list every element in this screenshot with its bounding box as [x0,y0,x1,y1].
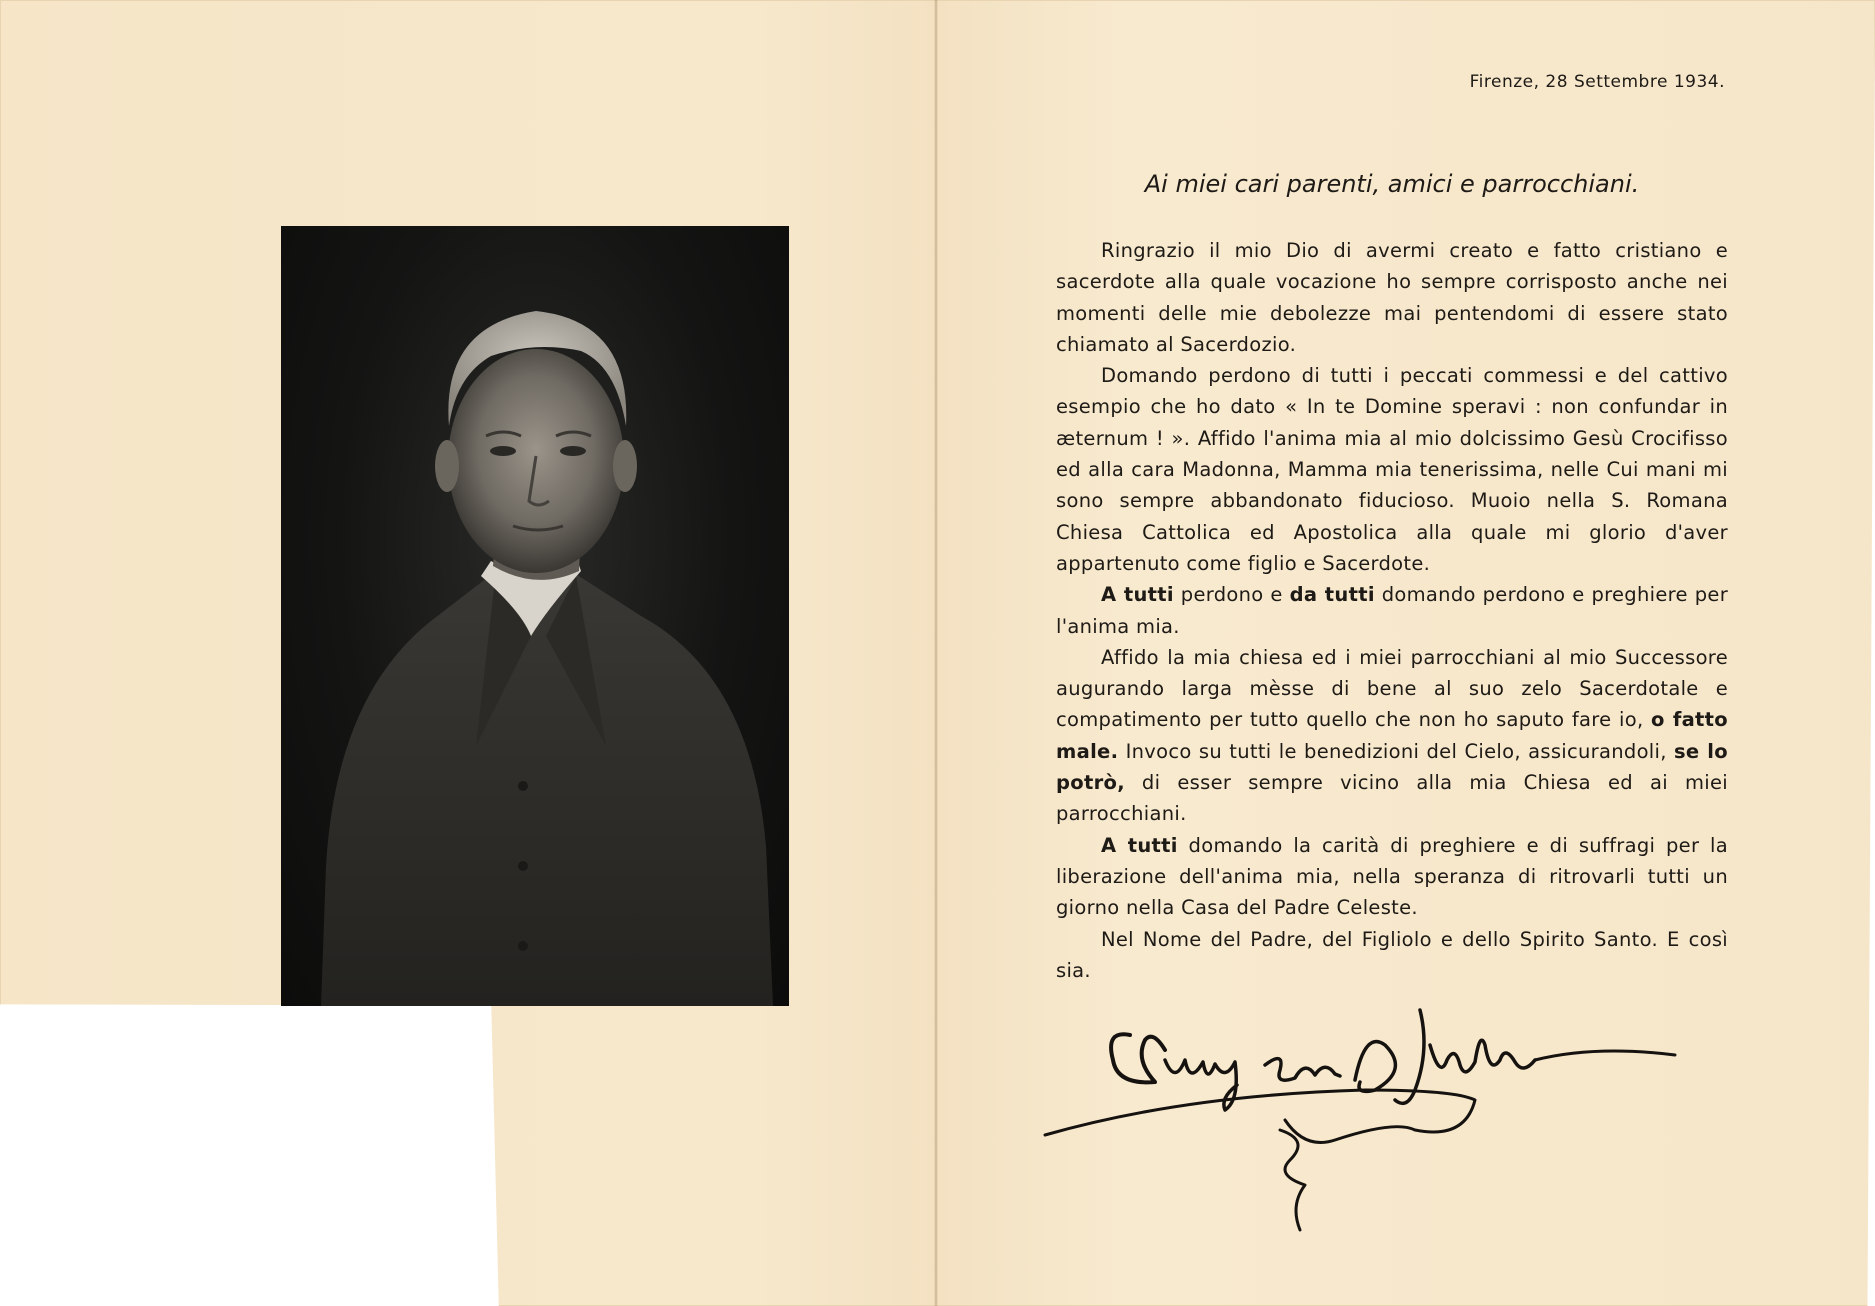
paragraph-6: Nel Nome del Padre, del Figliolo e dello Spirito Santo. E così sia. [1056,927,1728,982]
letter-body [1056,235,1728,986]
paragraph-3-text-2: domando perdono e preghiere per l'anima mia. [1056,583,1729,638]
emphasis-o-fatto-male: o fatto male. [1056,708,1728,763]
paragraph-3-text-1: perdono e [1173,583,1290,607]
emphasis-a-tutti: A tutti [1101,583,1174,607]
emphasis-se-lo-potro: se lo potrò, [1056,739,1728,795]
paragraph-5-text-1: domando la carità di preghiere e di suffragi per la liberazione dell'anima mia, nella speranza di ritrovarli tutti un giorno nella Casa del Padre Celeste. [1056,833,1728,920]
paragraph-2: Domando perdono di tutti i peccati commessi e del cattivo esempio che ho dato « In te Domine speravi : non confundar in æternum ! ». Affido l'anima mia al mio dolcissimo Gesù Crocifisso ed alla cara Madonna, Mamma mia tenerissima, nelle Cui mani mi sono sempre abbandonato fiducioso. Muoio nella S. Romana Chiesa Cattolica ed Apostolica alla quale mi glorio d'aver appartenuto come figlio e Sacerdote. [1056,364,1728,575]
letter-greeting: Ai miei cari parenti, amici e parrocchiani. [1144,170,1640,198]
paragraph-5 [1056,830,1728,924]
paragraph-1: Ringrazio il mio Dio di avermi creato e fatto cristiano e sacerdote alla quale vocazione ho sempre corrisposto anche nei momenti delle mie debolezze mai pentendomi di essere stato chiamato al Sacerdozio. [1056,239,1728,356]
paragraph-3 [1056,579,1728,642]
emphasis-a-tutti-2: A tutti [1101,833,1178,857]
handwritten-signature [1035,990,1735,1240]
emphasis-da-tutti: da tutti [1289,583,1375,607]
paragraph-4-text-1: Affido la mia chiesa ed i miei parrocchiani al mio Successore augurando larga mèsse di bene al suo zelo Sacerdotale e compatimento per tutto quello che non ho saputo fare io, [1056,645,1728,732]
paragraph-4 [1056,642,1728,830]
portrait-photo [281,226,789,1006]
center-fold [934,0,938,1306]
paragraph-4-text-2: Invoco su tutti le benedizioni del Cielo, assicurandoli, [1118,739,1675,763]
letter-date: Firenze, 28 Settembre 1934. [1469,72,1725,92]
paragraph-4-text-3: di esser sempre vicino alla mia Chiesa ed ai miei parrocchiani. [1056,771,1728,826]
